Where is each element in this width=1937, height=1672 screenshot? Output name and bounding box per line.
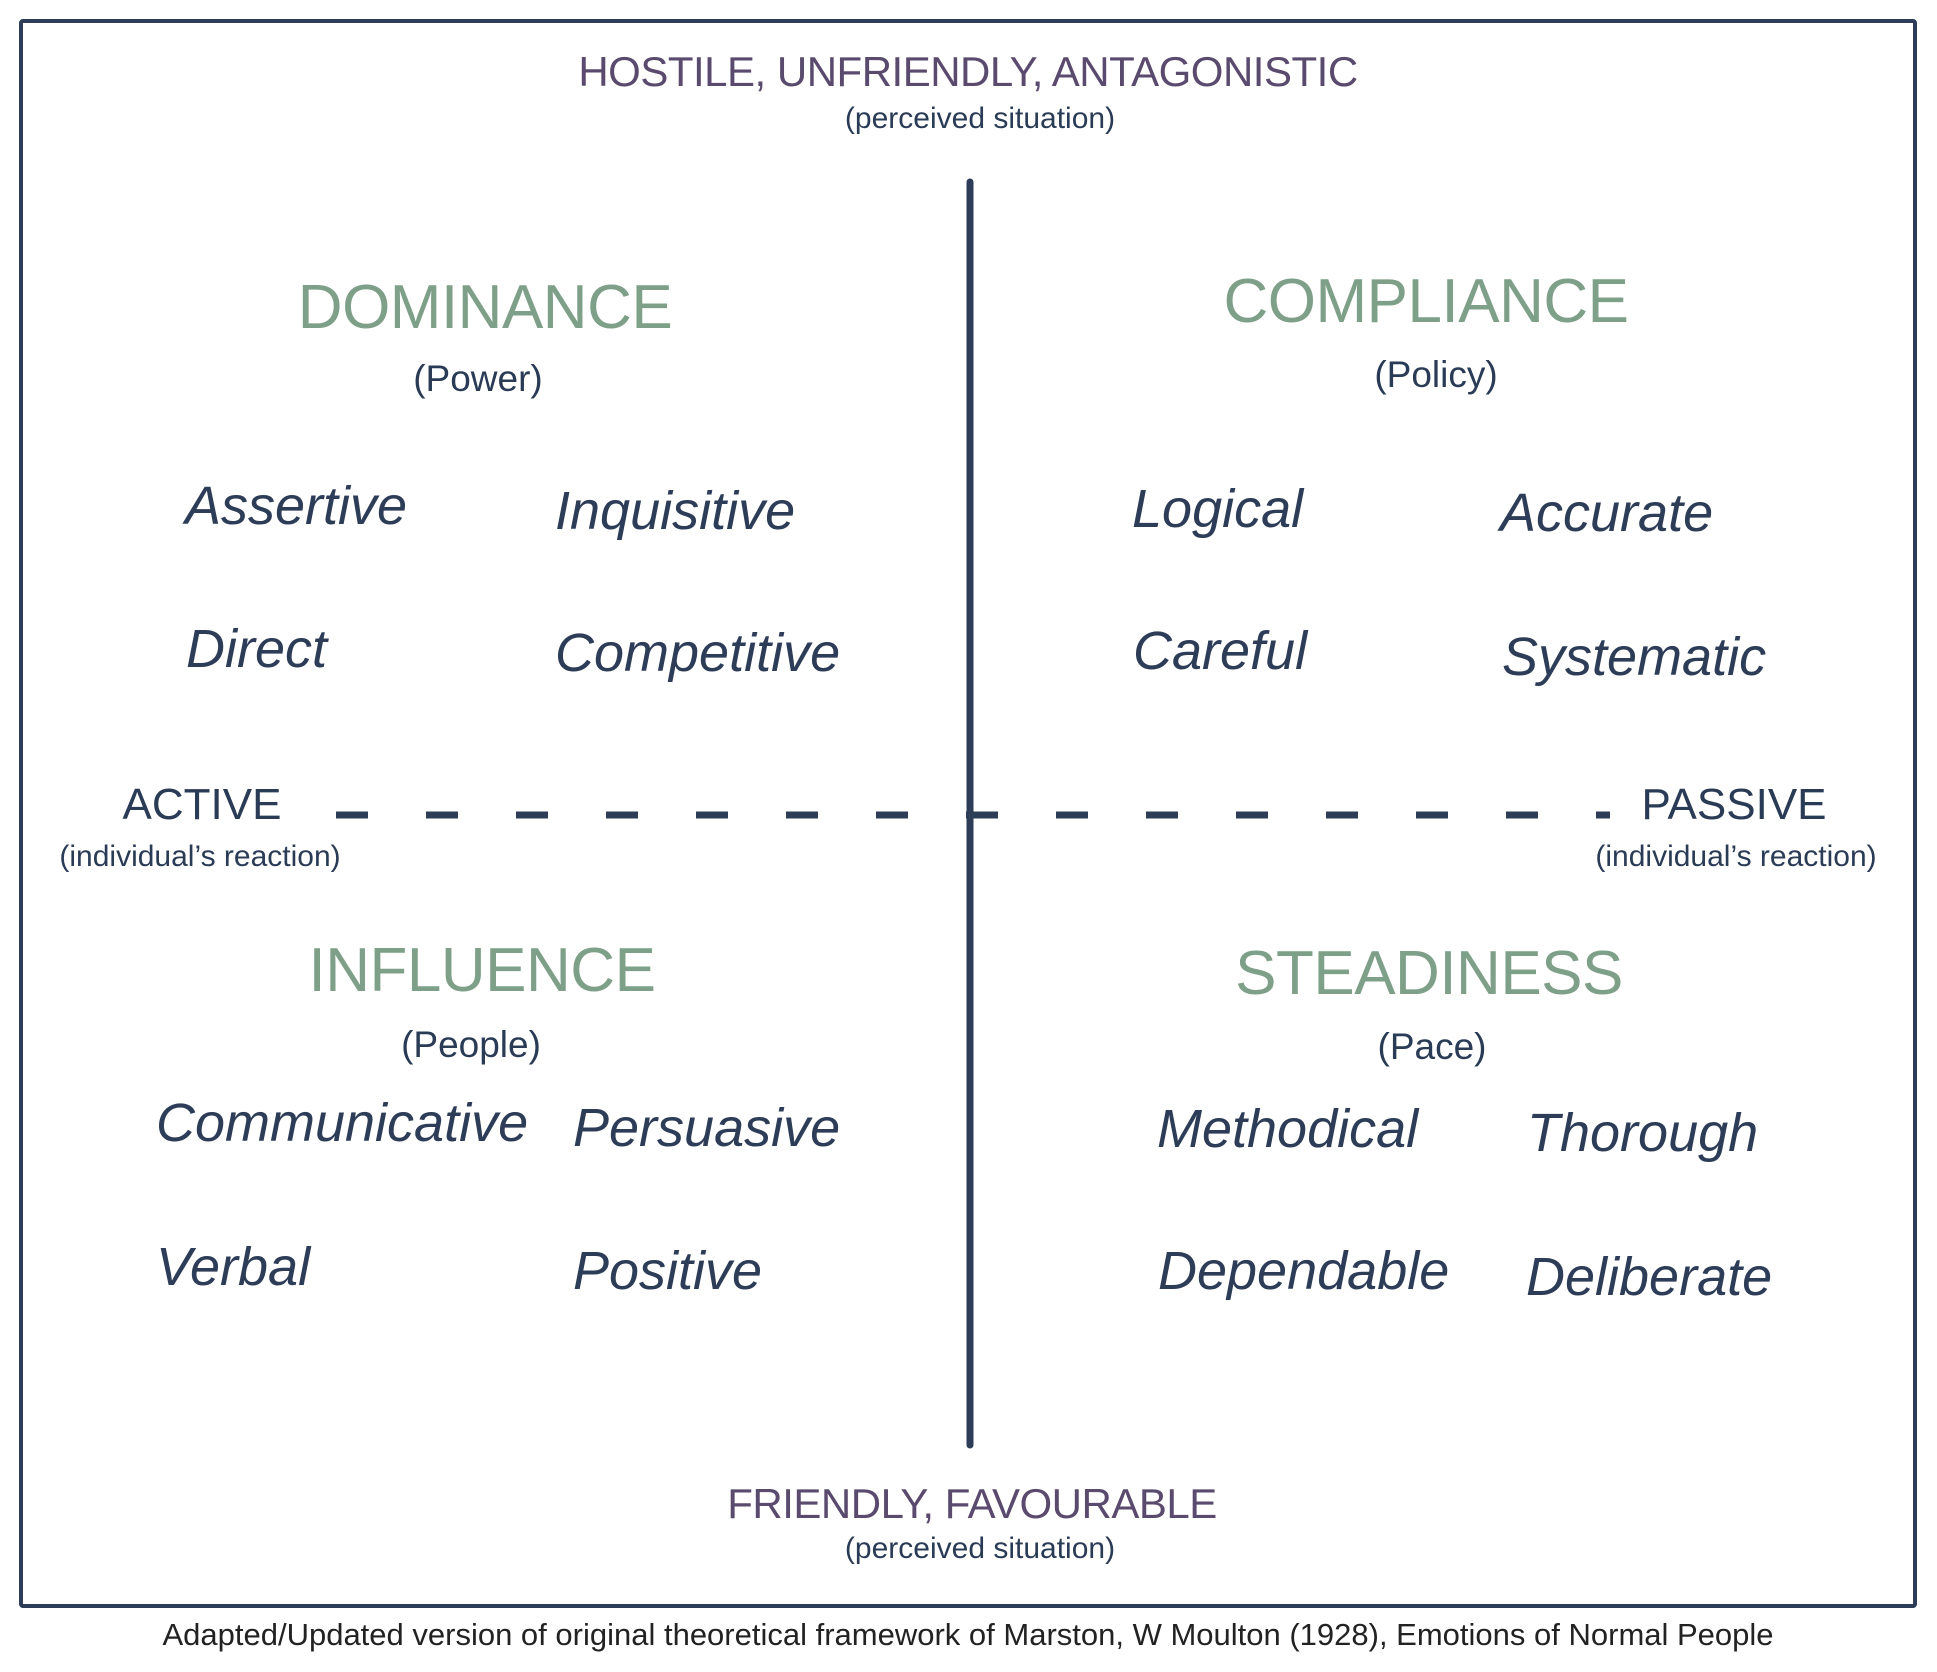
- right-axis-subtitle: (individual’s reaction): [1595, 840, 1877, 873]
- source-caption: Adapted/Updated version of original theoretical framework of Marston, W Moulton (1928), Emotions of Normal People: [162, 1617, 1774, 1652]
- bottom-axis-title: FRIENDLY, FAVOURABLE: [727, 1480, 1217, 1527]
- trait-deliberate: Deliberate: [1526, 1247, 1773, 1307]
- top-axis-title: HOSTILE, UNFRIENDLY, ANTAGONISTIC: [578, 48, 1358, 95]
- right-axis-title: PASSIVE: [1641, 780, 1827, 829]
- left-axis-subtitle: (individual’s reaction): [59, 840, 341, 873]
- top-axis-subtitle: (perceived situation): [844, 102, 1116, 135]
- steadiness-subtitle: (Pace): [1377, 1026, 1487, 1067]
- influence-subtitle: (People): [401, 1024, 541, 1065]
- dominance-title: DOMINANCE: [297, 273, 673, 342]
- compliance-title: COMPLIANCE: [1223, 267, 1629, 336]
- trait-communicative: Communicative: [156, 1093, 529, 1153]
- bottom-axis-subtitle: (perceived situation): [844, 1532, 1116, 1565]
- trait-careful: Careful: [1133, 621, 1308, 681]
- trait-direct: Direct: [186, 619, 328, 679]
- steadiness-title: STEADINESS: [1235, 939, 1623, 1008]
- dominance-subtitle: (Power): [413, 358, 543, 399]
- influence-title: INFLUENCE: [308, 936, 656, 1005]
- trait-accurate: Accurate: [1500, 483, 1714, 543]
- trait-verbal: Verbal: [156, 1237, 311, 1297]
- trait-competitive: Competitive: [555, 623, 841, 683]
- left-axis-title: ACTIVE: [122, 780, 282, 829]
- trait-methodical: Methodical: [1157, 1099, 1419, 1159]
- trait-persuasive: Persuasive: [573, 1098, 841, 1158]
- trait-inquisitive: Inquisitive: [555, 481, 796, 541]
- compliance-subtitle: (Policy): [1374, 354, 1498, 395]
- trait-thorough: Thorough: [1527, 1103, 1759, 1163]
- trait-dependable: Dependable: [1158, 1241, 1450, 1301]
- trait-logical: Logical: [1132, 479, 1304, 539]
- trait-positive: Positive: [573, 1241, 763, 1301]
- trait-assertive: Assertive: [185, 476, 408, 536]
- trait-systematic: Systematic: [1502, 627, 1767, 687]
